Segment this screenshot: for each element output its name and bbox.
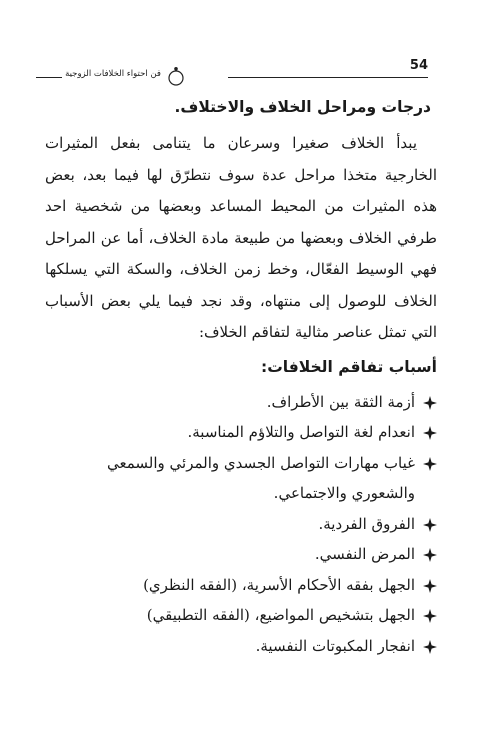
page-content (45, 92, 437, 661)
list-item-text: انفجار المكبوتات النفسية. (255, 636, 415, 655)
list-item (45, 631, 437, 662)
causes-list (45, 387, 437, 662)
four-point-star-icon (423, 518, 437, 532)
circle-ornament-icon (166, 67, 186, 87)
four-point-star-icon (423, 609, 437, 623)
list-item (45, 448, 437, 509)
running-header (36, 58, 428, 88)
four-point-star-icon (423, 548, 437, 562)
four-point-star-icon (423, 396, 437, 410)
four-point-star-icon (423, 457, 437, 471)
section-heading: درجات ومراحل الخلاف والاختلاف. (174, 98, 431, 116)
four-point-star-icon (423, 579, 437, 593)
four-point-star-icon (423, 640, 437, 654)
body-paragraph: يبدأ الخلاف صغيرا وسرعان ما يتنامى بفعل المثيرات الخارجية متخذا مراحل عدة سوف نتطرّق لها فيما بعد، بعض هذه المثيرات من المحيط المساعد وبعضها من شخصية احد طرفي الخلاف وبعضها من طبيعة مادة الخلاف، أما عن المراحل فهي الوسيط الفعّال، وخط زمن الخلاف، والسكة التي يسلكها الخلاف للوصول إلى منتهاه، وقد نجد فيما يلي بعض الأسباب التي تمثل عناصر مثالية لتفاقم الخلاف: (45, 134, 437, 341)
list-item (45, 600, 437, 631)
list-item (45, 509, 437, 540)
list-item-text: الجهل بفقه الأحكام الأسرية، (الفقه النظري) (143, 575, 415, 594)
list-item-text: أزمة الثقة بين الأطراف. (266, 392, 415, 411)
list-item (45, 570, 437, 601)
causes-heading: أسباب تفاقم الخلافات: (261, 357, 437, 376)
four-point-star-icon (423, 426, 437, 440)
header-rule (228, 77, 428, 78)
page-number: 54 (409, 58, 428, 73)
list-item (45, 417, 437, 448)
list-item-text: غياب مهارات التواصل الجسدي والمرئي والسمعي والشعوري والاجتماعي. (106, 453, 415, 502)
list-item (45, 539, 437, 570)
list-item (45, 387, 437, 418)
running-title: فن احتواء الخلافات الزوجية (65, 69, 161, 79)
header-rule-short (36, 77, 62, 78)
list-item-text: الجهل بتشخيص المواضيع، (الفقه التطبيقي) (146, 606, 415, 624)
list-item-text: الفروق الفردية. (318, 514, 415, 533)
list-item-text: المرض النفسي. (314, 545, 415, 563)
list-item-text: انعدام لغة التواصل والتلاؤم المناسبة. (187, 423, 415, 441)
